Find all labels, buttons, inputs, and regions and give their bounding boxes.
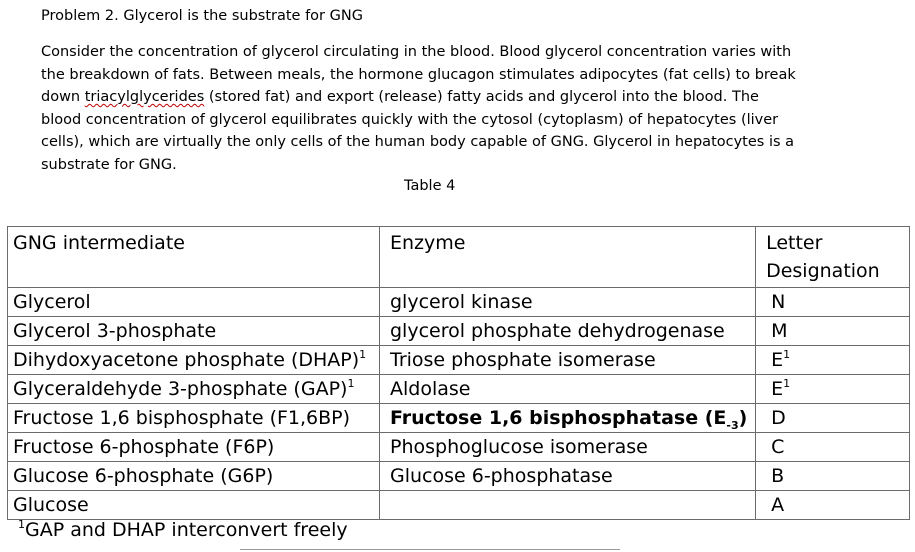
cell-letter [756, 491, 910, 520]
spellcheck-flagged-word[interactable]: triacylglycerides [84, 89, 205, 105]
paragraph-text: cells), which are virtually the only cells of the human body capable of GNG. Glycerol in hepatocytes is a [41, 134, 795, 150]
cell-text: Fructose 6-phosphate (F6P) [13, 436, 275, 458]
cell-text: Phosphoglucose isomerase [390, 436, 648, 458]
cell-intermediate [8, 375, 380, 404]
problem-title: Problem 2. Glycerol is the substrate for GNG [41, 8, 363, 24]
cell-enzyme [380, 491, 756, 520]
footnote-marker: 1 [359, 347, 367, 361]
cell-enzyme [380, 346, 756, 375]
cell-intermediate [8, 433, 380, 462]
header-enzyme [380, 227, 756, 288]
cell-text: Glycerol [13, 291, 91, 313]
table-row [8, 462, 910, 491]
cell-intermediate [8, 346, 380, 375]
enzyme-subscript: -3 [726, 418, 739, 432]
cell-enzyme [380, 288, 756, 317]
footnote-marker: 1 [783, 376, 791, 390]
cell-text: glycerol phosphate dehydrogenase [390, 320, 725, 342]
cell-text: Glyceraldehyde 3-phosphate (GAP) [13, 378, 348, 400]
footnote-marker: 1 [18, 517, 25, 531]
cell-text: C [771, 436, 785, 458]
cell-text: Glycerol 3-phosphate [13, 320, 217, 342]
cell-text: Triose phosphate isomerase [390, 349, 656, 371]
table-row [8, 346, 910, 375]
paragraph-line [41, 154, 796, 177]
header-label: Designation [766, 260, 880, 282]
cell-intermediate [8, 462, 380, 491]
cell-letter [756, 288, 910, 317]
cell-text: Glucose 6-phosphate (G6P) [13, 465, 274, 487]
footnote-divider [240, 549, 620, 550]
cell-enzyme [380, 317, 756, 346]
table-row [8, 317, 910, 346]
table-header-row [8, 227, 910, 288]
paragraph-line [41, 86, 796, 109]
cell-enzyme [380, 404, 756, 433]
cell-text: E [771, 349, 784, 371]
cell-letter [756, 317, 910, 346]
header-label: Letter [766, 232, 823, 254]
cell-letter [756, 346, 910, 375]
paragraph-line [41, 64, 796, 87]
cell-enzyme [380, 462, 756, 491]
footnote-marker: 1 [347, 376, 355, 390]
table-footnote [18, 516, 348, 544]
paragraph-text: Consider the concentration of glycerol circulating in the blood. Blood glycerol concentration varies with [41, 44, 792, 60]
paragraph-line [41, 109, 796, 132]
cell-text: E [771, 378, 784, 400]
cell-letter [756, 462, 910, 491]
header-letter [756, 227, 910, 288]
cell-text: M [771, 320, 788, 342]
paragraph-text: (stored fat) and export (release) fatty acids and glycerol into the blood. The [204, 89, 759, 105]
gng-table [7, 226, 910, 520]
cell-text: ) [738, 407, 748, 429]
cell-letter [756, 404, 910, 433]
cell-intermediate [8, 317, 380, 346]
table-row [8, 288, 910, 317]
cell-letter [756, 375, 910, 404]
cell-text: Dihydoxyacetone phosphate (DHAP) [13, 349, 360, 371]
table-row [8, 433, 910, 462]
paragraph-line [41, 41, 796, 64]
cell-text: Glucose 6-phosphatase [390, 465, 613, 487]
paragraph-text: down [41, 89, 85, 105]
cell-text: glycerol kinase [390, 291, 533, 313]
table-row [8, 404, 910, 433]
paragraph-text: blood concentration of glycerol equilibrates quickly with the cytosol (cytoplasm) of hepatocytes (liver [41, 111, 779, 128]
cell-text: Aldolase [390, 378, 471, 400]
table-caption: Table 4 [404, 178, 456, 194]
cell-enzyme [380, 375, 756, 404]
footnote-text: GAP and DHAP interconvert freely [25, 519, 348, 541]
paragraph-line [41, 131, 796, 154]
cell-text: Glucose [13, 494, 89, 516]
paragraph-text: substrate for GNG. [41, 156, 177, 173]
cell-text: Fructose 1,6 bisphosphatase (E [390, 407, 727, 429]
cell-intermediate [8, 404, 380, 433]
paragraph-text: the breakdown of fats. Between meals, the hormone glucagon stimulates adipocytes (fat cells) to break [41, 66, 796, 83]
header-label: GNG intermediate [13, 232, 185, 254]
cell-text: B [771, 465, 785, 487]
header-label: Enzyme [390, 232, 466, 254]
cell-text: D [771, 407, 786, 429]
cell-text: Fructose 1,6 bisphosphate (F1,6BP) [13, 407, 351, 429]
cell-letter [756, 433, 910, 462]
header-intermediate [8, 227, 380, 288]
cell-enzyme [380, 433, 756, 462]
cell-text: N [771, 291, 786, 313]
cell-text: A [771, 494, 785, 516]
problem-paragraph [41, 41, 796, 176]
table-row [8, 375, 910, 404]
footnote-marker: 1 [783, 347, 791, 361]
cell-intermediate [8, 288, 380, 317]
